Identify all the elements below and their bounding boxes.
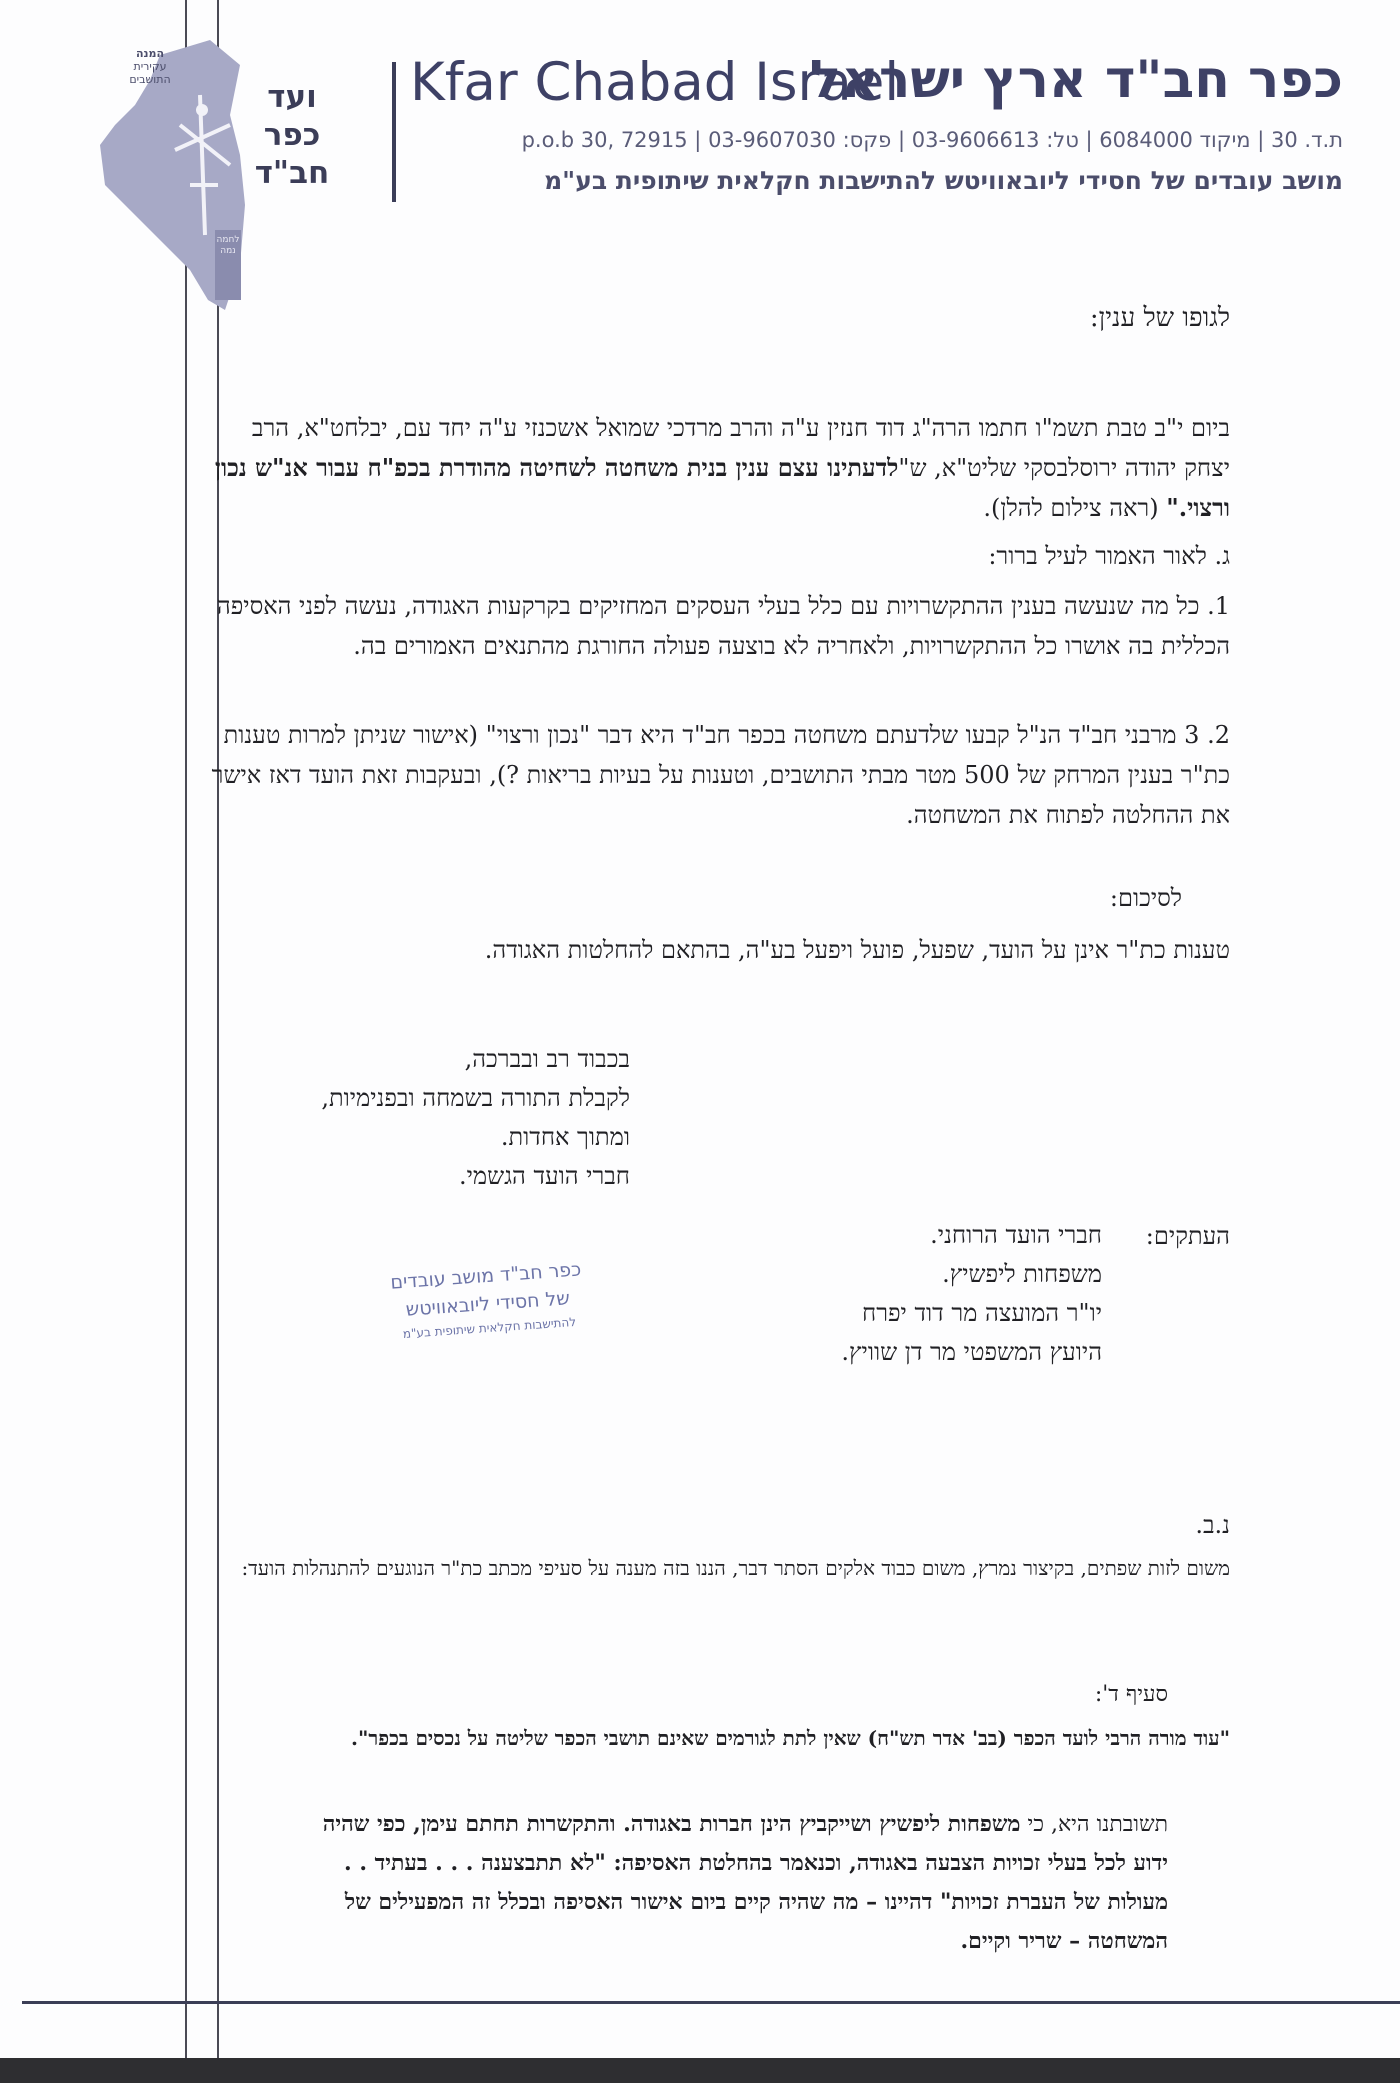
closing-block: בכבוד רב ובברכה, לקבלת התורה בשמחה ובפנימיות, ומתוך אחדות. חברי הועד הגשמי. <box>321 1045 630 1190</box>
answer-paragraph: תשובתנו היא, כי משפחות ליפשיץ ושייקביץ הינן חברות באגודה. והתקשרות תחתם עימן, כפי שהיה ידוע לכל בעלי זכויות הצבעה באגודה, וכנאמר בהחלטת האסיפה: "לא תתבצענה . . . בעתיד . . מעולות של העברת זכויות" דהיינו – מה שהיה קיים ביום אישור האסיפה ובכלל זה המפעילים של המשחטה – שריר וקיים. <box>322 1811 1168 1954</box>
clause-quote: "עוד מורה הרבי לועד הכפר (בב' אדר תש"ח) שאין לתת לגורמים שאינם תושבי הכפר שליטה על נכסים בכפר". <box>350 1726 1230 1750</box>
title-hebrew: כפר חב"ד ארץ ישראל <box>809 50 1343 110</box>
item-1: 1. כל מה שנעשה בענין ההתקשרויות עם כלל בעלי העסקים המחזיקים בקרקעות האגודה, נעשה לפני האסיפה הכללית בה אושרו כל ההתקשרויות, ולאחריה לא בוצעה פעולה החורגת מהתנאים האמורים בה. <box>216 592 1230 660</box>
summary-label: לסיכום: <box>1109 884 1182 912</box>
item-2: 2. 3 מרבני חב"ד הנ"ל קבעו שלדעתם משחטה בכפר חב"ד היא דבר "נכון ורצוי" (אישור שניתן למרות טענות כת"ר בענין המרחק של 500 מטר מבתי התושבים, וטענות על בעיות בריאות ?), ובעקבות זאת הועד דאז אישר את ההחלטה לפתוח את המשחטה. <box>211 721 1230 829</box>
clause-label: סעיף ד': <box>1094 1682 1168 1707</box>
moshav-subtitle: מושב עובדים של חסידי ליובאוויטש להתישבות חקלאית שיתופית בע"מ <box>544 166 1343 195</box>
vaad-title: ועד כפר חב"ד <box>254 79 330 191</box>
contact-line: ת.ד. 30 | מיקוד 6084000 | טל: 03-9606613 | פקס: 03-9607030 | p.o.b 30, 72915 <box>521 128 1343 152</box>
title-english: Kfar Chabad Israel <box>410 52 900 113</box>
footer-rule <box>22 2001 1400 2004</box>
header-separator <box>392 62 396 202</box>
copies-label: העתקים: <box>1145 1222 1230 1250</box>
nb-text: משום לזות שפתים, בקיצור נמרץ, משום כבוד אלקים הסתר דבר, הננו בזה מענה על סעיפי מכתב כת"ר הנוגעים להתנהלות הועד: <box>241 1556 1230 1580</box>
logo-side-text: לחמה נמה <box>216 235 240 256</box>
moshav-logo <box>90 35 260 315</box>
intro-paragraph: ביום י"ב טבת תשמ"ו חתמו הרה"ג דוד חנזין ע"ה והרב מרדכי שמואל אשכנזי ע"ה יחד עם, יבלחט"א, הרב יצחק יהודה ירוסלבסקי שליט"א, ש"לדעתינו עצם ענין בנית משחטה לשחיטה מהודרת בכפ"ח עבור אנ"ש נכון ורצוי." (ראה צילום להלן). <box>214 414 1230 522</box>
section-g-heading: ג. לאור האמור לעיל ברור: <box>988 542 1230 570</box>
summary-text: טענות כת"ר אינן על הועד, שפעל, פועל ויפעל בע"ה, בהתאם להחלטות האגודה. <box>484 936 1230 964</box>
moshav-stamp: כפר חב"ד מושב עובדים של חסידי ליובאוויטש להתישבות חקלאית שיתופית בע"מ <box>389 1258 582 1341</box>
logo-caption: המנה עקירית התושבים <box>129 47 171 86</box>
nb-label: נ.ב. <box>1195 1511 1230 1539</box>
subject-line: לגופו של ענין: <box>1089 303 1230 333</box>
viewer-bottom-bar <box>0 2058 1400 2083</box>
copies-list: חברי הועד הרוחני. משפחות ליפשיץ. יו"ר המועצה מר דוד יפרח היועץ המשפטי מר דן שוויץ. <box>841 1221 1102 1366</box>
